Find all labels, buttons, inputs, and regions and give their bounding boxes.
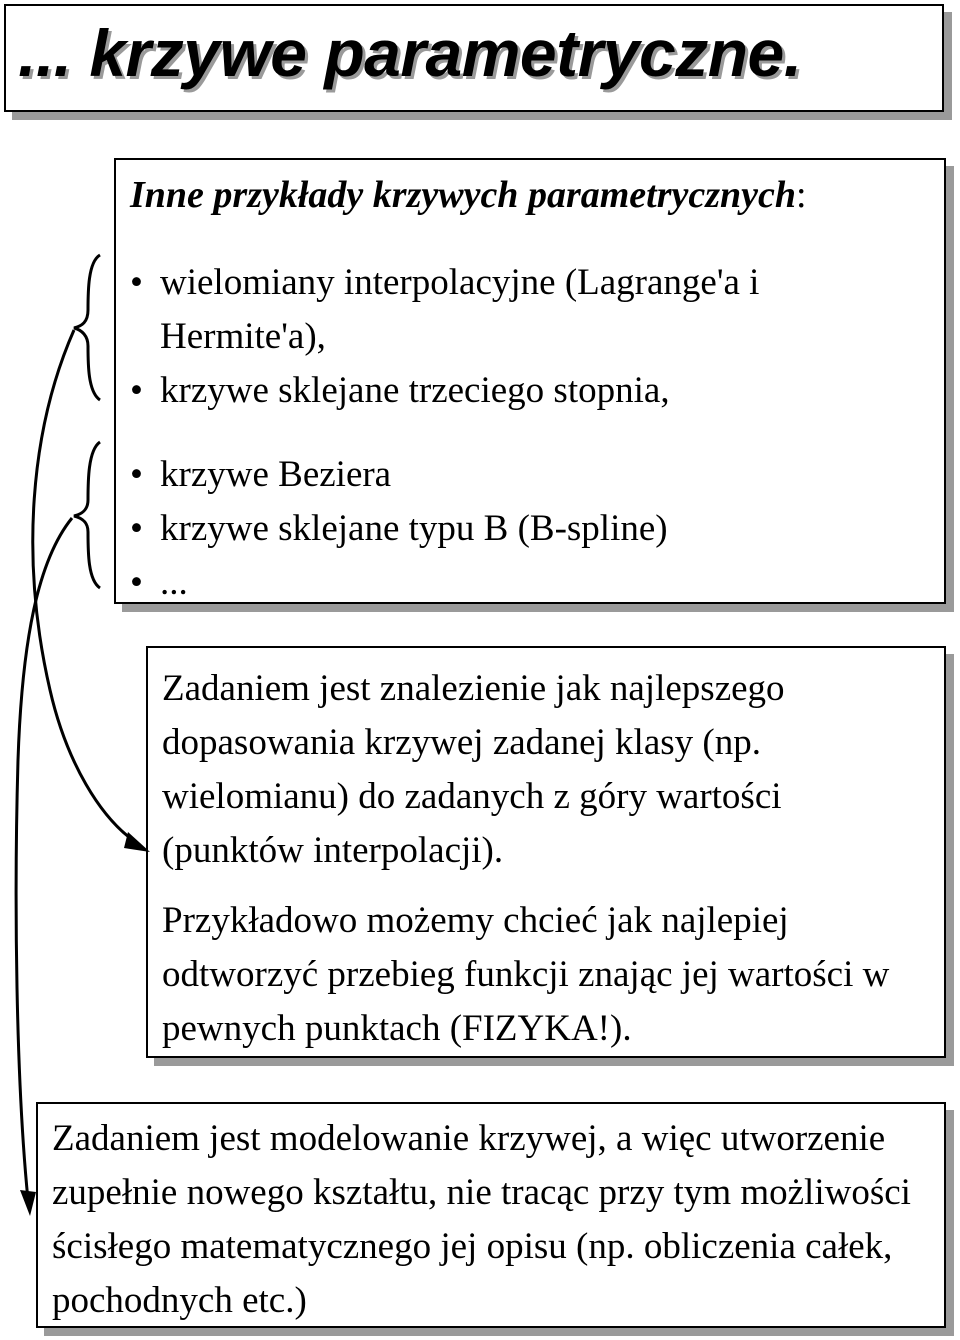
arrowhead-modeling: [20, 1190, 36, 1216]
list-item: • ...: [130, 556, 910, 610]
arrowhead-interpolation: [124, 832, 150, 852]
list-item: • krzywe sklejane typu B (B-spline): [130, 502, 910, 556]
interpolation-description: Zadaniem jest znalezienie jak najlepszego dopasowania krzywej zadanej klasy (np. wielomianu) do zadanych z góry wartości (punktów interpolacji).: [162, 668, 785, 871]
arrow-to-modeling: [16, 518, 72, 1200]
examples-heading-colon: :: [796, 174, 807, 216]
page-title: ... krzywe parametryczne.: [18, 16, 802, 90]
brace-top: [74, 255, 100, 400]
list-item: • wielomiany interpolacyjne (Lagrange'a i Hermite'a),: [130, 256, 910, 364]
list-item: • krzywe sklejane trzeciego stopnia,: [130, 364, 910, 418]
modeling-description: Zadaniem jest modelowanie krzywej, a więc utworzenie zupełnie nowego kształtu, nie tracąc przy tym możliwości ścisłego matematycznego jej opisu (np. obliczenia całek, pochodnych etc.): [52, 1118, 911, 1321]
brace-bottom: [74, 442, 100, 588]
examples-heading-text: Inne przykłady krzywych parametrycznych: [130, 174, 797, 216]
arrow-to-interpolation: [33, 330, 140, 845]
interpolation-example: Przykładowo możemy chcieć jak najlepiej odtworzyć przebieg funkcji znając jej wartości w pewnych punktach (FIZYKA!).: [162, 900, 890, 1049]
list-item: • krzywe Beziera: [130, 448, 910, 502]
